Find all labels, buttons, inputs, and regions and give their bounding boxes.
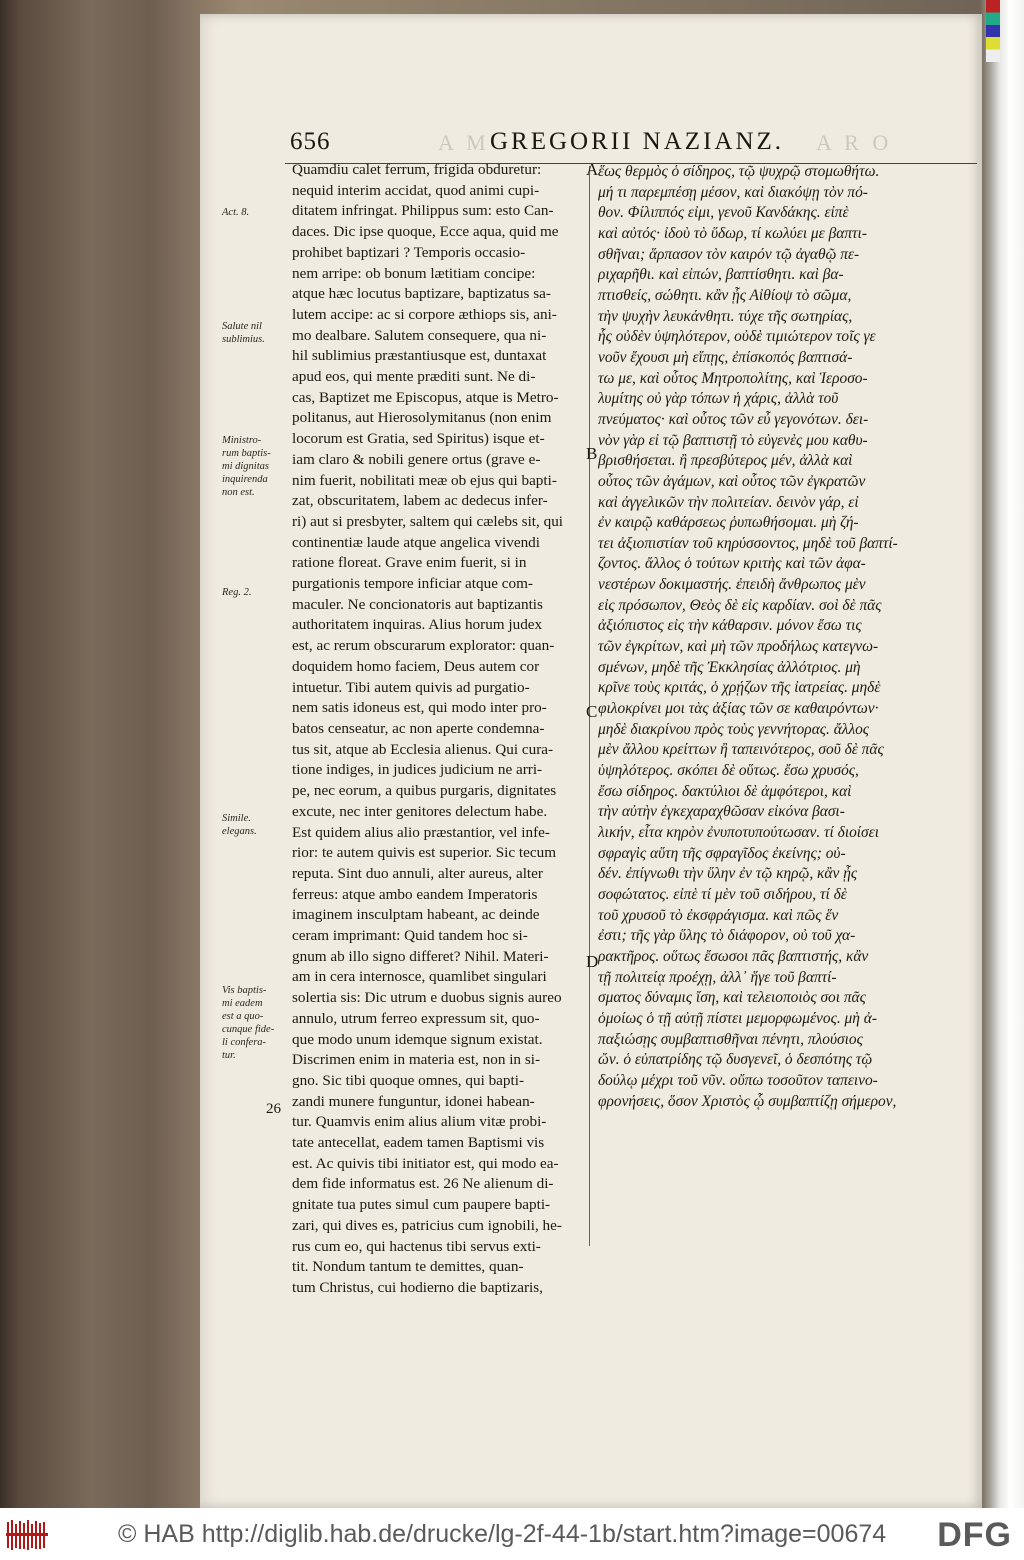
greek-line: τὴν αὐτὴν ἐγκεχαραχθῶσαν εἰκόνα βασι-	[598, 803, 845, 821]
greek-line: ἐν καιρῷ καθάρσεως ῥυπωθήσομαι. μὴ ζή-	[598, 514, 859, 532]
greek-line: σοφώτατος. εἰπὲ τί μὲν τοῦ σιδήρου, τί δὲ	[598, 885, 847, 903]
latin-line: ri) aut si presbyter, saltem qui cælebs sit, qui	[292, 512, 564, 530]
section-letter: D	[586, 952, 599, 971]
latin-line: annulo, utrum ferreo expressum sit, quo-	[292, 1009, 540, 1027]
latin-line: zandi munere funguntur, idonei habean-	[292, 1092, 535, 1110]
greek-line: σφραγὶς αὕτη τῆς σφραγῖδος ἐκείνης; οὐ-	[598, 844, 846, 862]
greek-line: τῇ πολιτείᾳ προέχῃ, ἀλλ᾽ ἥγε τοῦ βαπτί-	[598, 968, 837, 986]
latin-line: nem arripe: ob bonum lætitiam concipe:	[292, 264, 536, 282]
latin-line: Quamdiu calet ferrum, frigida obduretur:	[292, 161, 542, 178]
latin-line: tit. Nondum tantum te demittes, quan-	[292, 1258, 524, 1276]
latin-line: ceram imprimant: Quid tandem hoc si-	[292, 927, 528, 945]
greek-line: βρισθήσεται. ἢ πρεσβύτερος μέν, ἀλλὰ καὶ	[598, 452, 853, 470]
latin-line: gno. Sic tibi quoque omnes, qui bapti-	[292, 1071, 525, 1089]
bleed-through-text-left: A M	[438, 130, 490, 155]
section-letter: B	[586, 444, 598, 463]
latin-line: rus cum eo, qui hactenus tibi servus exti-	[292, 1237, 541, 1255]
greek-line: νεστέρων δοκιμαστής. ἐπειδὴ ἄνθρωπος μὲν	[598, 576, 866, 594]
latin-line: rior: te autem quivis est superior. Sic tecum	[292, 844, 557, 862]
dfg-logo: DFG	[937, 1516, 1012, 1554]
latin-line: nem satis idoneus est, qui modo inter pro-	[292, 699, 547, 717]
latin-line: purgationis tempore inficiar atque com-	[292, 575, 533, 593]
greek-line: κρῖνε τοὺς κριτάς, ὁ χρῄζων τῆς ἰατρείας. μηδὲ	[598, 679, 881, 697]
latin-line: prohibet baptizari ? Temporis occasio-	[292, 243, 526, 261]
latin-line: tum Christus, cui hodierno die baptizaris,	[292, 1278, 543, 1296]
copyright-link[interactable]: © HAB http://diglib.hab.de/drucke/lg-2f-44-1b/start.htm?image=00674	[118, 1520, 887, 1548]
greek-line: ὑψηλότερος. σκόπει δὲ οὕτως. ἔσω χρυσός,	[598, 762, 859, 780]
footer-bar	[0, 1508, 1024, 1560]
latin-line: solertia sis: Dic utrum e duobus signis aureo	[292, 989, 562, 1007]
latin-line: cas, Baptizet me Episcopus, atque is Metro-	[292, 388, 559, 406]
greek-line: τὴν ψυχὴν λευκάνθητι. τύχε τῆς σωτηρίας,	[598, 307, 853, 325]
latin-line: apud eos, qui mente præditi sunt. Ne di-	[292, 368, 536, 386]
margin-note: Reg. 2.	[222, 587, 252, 598]
greek-line: οὗτος τῶν ἀγάμων, καὶ οὗτος τῶν ἐγκρατῶν	[598, 472, 866, 490]
margin-note: Act. 8.	[222, 207, 250, 218]
greek-line: ἧς οὐδὲν ὑψηλότερον, οὐδὲ τιμιώτερον τοῖς γε	[598, 328, 876, 346]
latin-line: continentiæ laude atque angelica vivendi	[292, 533, 540, 551]
greek-line: τω με, καὶ οὗτος Μητροπολίτης, καὶ Ἱεροσο-	[598, 369, 868, 387]
greek-line: μὲν ἄλλου κρείττων ἢ ταπεινότερος, σοῦ δὲ πᾶς	[598, 741, 884, 759]
greek-line: μή τι παρεμπέσῃ μέσον, καὶ διακόψῃ τὸν πό-	[598, 183, 868, 201]
margin-note: Salute nil sublimius.	[222, 321, 265, 345]
greek-line: παξιώσῃς συμβαπτισθῆναι πένητι, πλούσιος	[598, 1030, 863, 1048]
latin-line: tur. Quamvis enim alius alium vitæ probi-	[292, 1113, 547, 1131]
running-head: GREGORII NAZIANZ.	[490, 128, 785, 155]
greek-line: ἔσω σίδηρος. δακτύλιοι δὲ ἀμφότεροι, καὶ	[598, 782, 852, 800]
color-calibration-strip	[986, 0, 1000, 62]
greek-line: λικήν, εἶτα κηρὸν ἐνυποτυπούτωσαν. τί διοίσει	[598, 824, 879, 841]
greek-line: δέν. ἐπίγνωθι τὴν ὕλην ἐν τῷ κηρῷ, κἂν ᾖς	[598, 865, 858, 883]
greek-line: θον. Φίλιππός εἰμι, γενοῦ Κανδάκης. εἰπὲ	[598, 204, 849, 222]
greek-line: νὸν γὰρ εἰ τῷ βαπτιστῇ τὸ εὐγενὲς μου καθυ-	[598, 431, 868, 449]
latin-line: est. Ac quivis tibi initiator est, qui modo ea-	[292, 1154, 559, 1172]
greek-line: τει ἀξιοπιστίαν τοῦ κηρύσσοντος, μηδὲ τοῦ βαπτί-	[598, 534, 898, 552]
latin-line: gnum ab illo signo differet? Nihil. Materi-	[292, 947, 549, 965]
greek-line: σθῆναι; ἅρπασον τὸν καιρόν τῷ ἀγαθῷ πε-	[598, 245, 860, 263]
latin-line: ratione floreat. Grave enim fuerit, si in	[292, 554, 527, 572]
latin-line: am in cera internosce, quamlibet singulari	[292, 968, 547, 986]
latin-line: intuetur. Tibi autem quivis ad purgatio-	[292, 678, 530, 696]
greek-line: ἀξιόπιστος εἰς τὴν κάθαρσιν. μόνον ἔσω τις	[598, 617, 862, 635]
latin-line: Est quidem alius alio præstantior, vel infe-	[292, 823, 550, 841]
greek-line: μηδὲ διακρίνου πρὸς τοὺς γεννήτορας. ἄλλος	[598, 720, 870, 738]
latin-line: Discrimen enim in materia est, non in si-	[292, 1051, 541, 1069]
greek-text-column	[586, 160, 978, 1112]
latin-line: politanus, aut Hierosolymitanus (non enim	[292, 409, 552, 427]
greek-line: σματος δύναμις ἴση, καὶ τελειοποιὸς σοι πᾶς	[598, 989, 866, 1007]
latin-line: batos censeatur, ac non aperte condemna-	[292, 719, 545, 737]
latin-line: tione indiges, in judices judicium ne arri-	[292, 761, 543, 779]
greek-line: ριχαρῆθι. καὶ εἰπών, βαπτίσθητι. καὶ βα-	[598, 266, 844, 284]
section-letter: C	[586, 702, 598, 721]
latin-line: excute, nec inter genitores delectum habe.	[292, 802, 548, 820]
greek-line: φιλοκρίνει μοι τὰς ἀξίας τῶν σε καθαιρόντων·	[598, 700, 879, 718]
greek-line: τοῦ χρυσοῦ τὸ ἐκσφράγισμα. καὶ πῶς ἕν	[598, 906, 839, 924]
greek-line: εἰς πρόσωπον, Θεὸς δὲ εἰς καρδίαν. σοὶ δὲ πᾶς	[598, 596, 882, 614]
greek-line: τῶν ἐγκρίτων, καὶ μὴ τῶν προδήλως κατεγνω-	[598, 638, 879, 656]
latin-line: nequid interim accidat, quod animi cupi-	[292, 181, 540, 199]
bleed-through-text-right: A R O	[816, 130, 893, 155]
greek-line: ὁμοίως ὁ τῇ αὐτῇ πίστει μεμορφωμένος. μὴ ἀ-	[598, 1009, 877, 1027]
latin-line: reputa. Sint duo annuli, alter aureus, alter	[292, 864, 543, 882]
greek-line: ζοντος. ἄλλος ὁ τούτων κριτὴς καὶ τῶν ἀφα-	[598, 555, 866, 573]
latin-line: que modo unum idemque signum existat.	[292, 1030, 543, 1048]
latin-line: iam claro & nobili genere ortus (grave e-	[292, 450, 541, 468]
greek-line: καὶ ἀγγελικῶν τὴν πολιτείαν. δεινὸν γάρ, εἰ	[598, 493, 859, 511]
latin-line: lutem accipe: ac si corpore æthiops sis, ani-	[292, 305, 557, 323]
latin-line: authoritatem inquiras. Alius horum judex	[292, 616, 543, 634]
latin-line: zat, obscuritatem, labem ac dedecus infer-	[292, 492, 548, 510]
latin-line: gnitate tua putes simul cum paupere bapti-	[292, 1196, 551, 1214]
greek-line: φρονήσεις, ὅσον Χριστὸς ᾧ συμβαπτίζῃ σήμερον,	[598, 1092, 897, 1110]
latin-line: est, ac rerum obscurarum explorator: quan-	[292, 637, 555, 655]
greek-line: λυμίτης οὐ γὰρ τόπων ἡ χάρις, ἀλλὰ τοῦ	[598, 390, 839, 408]
greek-line: ἐστι; τῆς γὰρ ὕλης τὸ διάφορον, οὐ τοῦ χα-	[598, 927, 856, 945]
latin-line: maculer. Ne concionatoris aut baptizantis	[292, 595, 543, 613]
greek-line: δούλῳ μέχρι τοῦ νῦν. οὔπω τοσοῦτον ταπεινο-	[598, 1071, 878, 1089]
latin-line: mo dealbare. Salutem consequere, qua ni-	[292, 326, 547, 344]
latin-line: daces. Dic ipse quoque, Ecce aqua, quid me	[292, 223, 559, 241]
latin-line: zari, qui dives es, patricius cum ignobili, he-	[292, 1216, 562, 1234]
greek-line: νοῦν ἔχουσι μὴ εἴπῃς, ἐπίσκοπός βαπτισά-	[598, 348, 853, 366]
greek-line: καὶ αὐτός· ἰδοὺ τὸ ὕδωρ, τί κωλύει με βαπτι-	[598, 224, 867, 242]
greek-line: πτισθείς, σώθητι. κἂν ᾖς Αἰθίοψ τὸ σῶμα,	[598, 286, 852, 304]
page-number: 656	[290, 128, 331, 155]
greek-line: σμένων, μηδὲ τῆς Ἐκκλησίας ἀλλότριος. μὴ	[598, 658, 861, 676]
line-number: 26	[266, 1101, 281, 1117]
latin-line: tus sit, atque ab Ecclesia alienus. Qui cura-	[292, 740, 554, 758]
latin-line: atque hæc locutus baptizare, baptizatus sa-	[292, 285, 551, 303]
latin-line: doquidem homo faciem, Deus autem cor	[292, 657, 540, 675]
greek-line: ὤν. ὁ εὐπατρίδης τῷ δυσγενεῖ, ὁ δεσπότης τῷ	[598, 1051, 873, 1069]
greek-line: ρακτῆρος. οὕτως ἔσωσοι πᾶς βαπτιστής, κἂν	[598, 947, 869, 965]
page-header	[290, 128, 990, 162]
latin-line: pe, nec eorum, a quibus purgaris, dignitates	[292, 782, 557, 800]
margin-note: Vis baptis- mi eadem est a quo- cunque fide- li confera- tur.	[222, 985, 275, 1061]
latin-line: locorum est Gratia, sed Spiritus) isque et-	[292, 430, 545, 448]
latin-line: hil sublimius præstantiusque est, duntaxat	[292, 347, 547, 365]
hab-logo-icon	[6, 1518, 48, 1552]
latin-line: ferreus: atque ambo eandem Imperatoris	[292, 885, 538, 903]
latin-line: ditatem infringat. Philippus sum: esto Can-	[292, 202, 554, 220]
greek-line: πνεύματος· καὶ οὗτος τῶν εὖ γεγονότων. δει-	[598, 410, 869, 428]
latin-text-column	[292, 160, 590, 1299]
latin-line: nim fuerit, nobilitati meæ ob ejus qui bapti-	[292, 471, 557, 489]
latin-line: imaginem insculptam habeant, ac deinde	[292, 906, 540, 924]
latin-line: tate antecellat, eadem tamen Baptismi vis	[292, 1134, 545, 1152]
section-letter: A	[586, 160, 599, 179]
margin-note: Simile. elegans.	[222, 813, 257, 837]
latin-line: dem fide informatus est. 26 Ne alienum di-	[292, 1175, 554, 1193]
margin-note: Ministro- rum baptis- mi dignitas inquirenda non est.	[222, 435, 271, 498]
greek-line: ἕως θερμὸς ὁ σίδηρος, τῷ ψυχρῷ στομωθήτω.	[598, 163, 880, 180]
